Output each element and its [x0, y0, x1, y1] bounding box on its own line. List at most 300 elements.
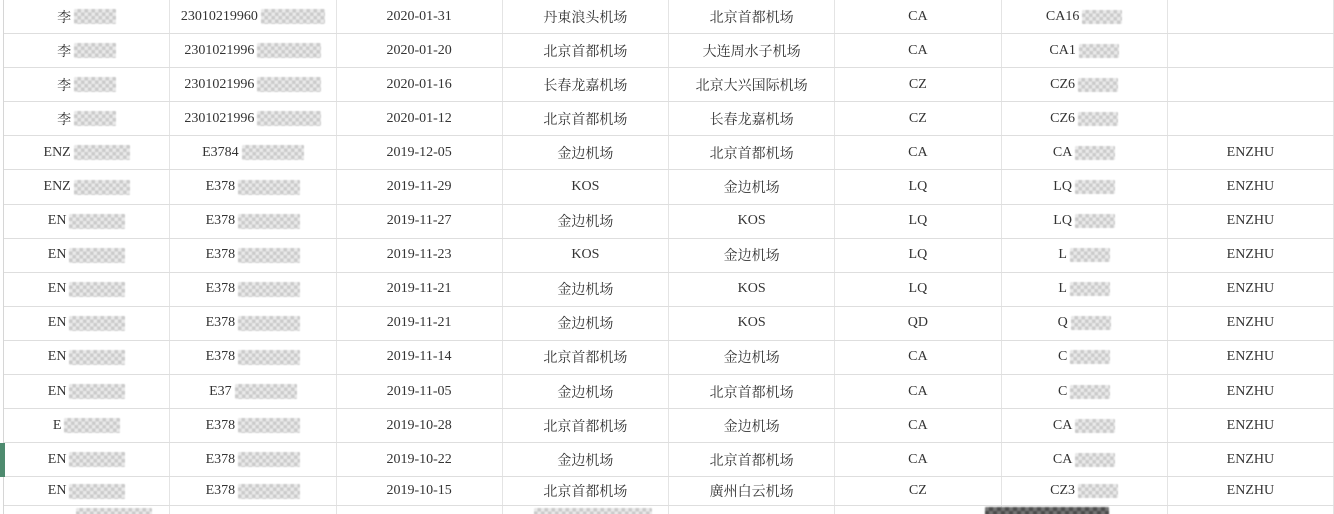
pixelated-redaction — [1078, 112, 1118, 126]
flight-records-table — [3, 0, 1334, 514]
pixelated-redaction — [1078, 78, 1118, 92]
pixelated-redaction — [69, 214, 125, 229]
departure-airport-text: 丹東浪头机场 — [543, 10, 628, 26]
table-row — [4, 375, 1334, 409]
flight-number-text: CZ6 — [1050, 76, 1076, 92]
passenger-name-text: EN — [47, 483, 67, 499]
flight-date-text: 2019-12-05 — [386, 144, 452, 160]
cell-passenger-name — [4, 409, 170, 442]
id-number-text: E378 — [205, 315, 236, 331]
cell-date — [337, 239, 503, 272]
cell-flight-number — [1002, 136, 1168, 169]
cell-passenger-code — [1168, 443, 1334, 476]
table-row-partial — [4, 506, 1334, 514]
pixelated-redaction — [1075, 180, 1115, 194]
departure-airport-text: 北京首都机场 — [543, 485, 628, 501]
flight-number-text: CA — [1052, 417, 1073, 433]
table-row — [4, 239, 1334, 273]
arrival-airport-text: 金边机场 — [723, 181, 780, 197]
departure-airport-text: 金边机场 — [557, 146, 614, 162]
cell-airline-code — [835, 443, 1001, 476]
airline-code-text: CZ — [908, 110, 927, 126]
cell-passenger-name — [4, 273, 170, 306]
passenger-name-text: 李 — [57, 112, 72, 128]
pixelated-redaction — [238, 452, 300, 467]
cell-departure-airport — [503, 477, 669, 505]
passenger-name-text: EN — [47, 247, 67, 263]
pixelated-redaction — [69, 316, 125, 331]
departure-airport-text: 北京首都机场 — [543, 112, 628, 128]
cell-departure-airport — [503, 0, 669, 33]
airline-code-text: CA — [908, 383, 928, 399]
pixelated-redaction — [1075, 453, 1115, 467]
cell-flight-number — [1002, 273, 1168, 306]
departure-airport-text: 长春龙嘉机场 — [543, 78, 628, 94]
departure-airport-text: 金边机场 — [557, 453, 614, 469]
pixelated-redaction — [74, 111, 116, 126]
pixelated-redaction — [534, 508, 652, 514]
cell-id-number — [170, 273, 336, 306]
cell-passenger-code — [1168, 0, 1334, 33]
cell-departure-airport — [503, 170, 669, 203]
id-number-text: E378 — [205, 281, 236, 297]
table-row — [4, 205, 1334, 239]
flight-date-text: 2019-11-29 — [386, 179, 452, 195]
cell-date — [337, 34, 503, 67]
pixelated-redaction — [238, 214, 300, 229]
flight-number-text: L — [1058, 247, 1067, 263]
cell-flight-number — [1002, 477, 1168, 505]
pixelated-redaction — [238, 248, 300, 263]
departure-airport-text: 金边机场 — [557, 283, 614, 299]
arrival-airport-text: KOS — [737, 315, 766, 331]
pixelated-redaction — [1078, 484, 1118, 498]
departure-airport-text: KOS — [571, 179, 600, 195]
cell-departure-airport — [503, 205, 669, 238]
cell-passenger-code — [1168, 170, 1334, 203]
pixelated-redaction — [1070, 282, 1110, 296]
pixelated-redaction — [238, 316, 300, 331]
arrival-airport-text: 北京首都机场 — [709, 146, 794, 162]
airline-code-text: LQ — [908, 179, 928, 195]
cell-departure-airport — [503, 443, 669, 476]
table-row — [4, 443, 1334, 477]
cell-passenger-code — [1168, 239, 1334, 272]
arrival-airport-text: 长春龙嘉机场 — [709, 112, 794, 128]
flight-date-text: 2019-11-27 — [386, 213, 452, 229]
flight-date-text: 2020-01-16 — [386, 76, 452, 92]
cell-flight-number — [1002, 0, 1168, 33]
cell-id-number — [170, 409, 336, 442]
cell-airline-code — [835, 341, 1001, 374]
airline-code-text: QD — [907, 315, 928, 331]
departure-airport-text: 金边机场 — [557, 317, 614, 333]
cell-id-number — [170, 34, 336, 67]
pixelated-redaction — [238, 282, 300, 297]
cell-id-number — [170, 136, 336, 169]
table-row — [4, 0, 1334, 34]
cell-departure-airport — [503, 34, 669, 67]
cell-date — [337, 341, 503, 374]
cell-flight-number — [1002, 443, 1168, 476]
cell-departure-airport — [503, 239, 669, 272]
cell-airline-code — [835, 409, 1001, 442]
passenger-code-text: ENZHU — [1226, 281, 1275, 297]
table-row — [4, 170, 1334, 204]
pixelated-redaction — [69, 484, 125, 499]
flight-date-text: 2019-10-15 — [386, 483, 452, 499]
cell-flight-number — [1002, 102, 1168, 135]
passenger-code-text: ENZHU — [1226, 383, 1275, 399]
departure-airport-text: 金边机场 — [557, 215, 614, 231]
pixelated-redaction — [74, 9, 116, 24]
cell-passenger-code — [1168, 506, 1334, 514]
cell-arrival-airport — [669, 443, 835, 476]
departure-airport-text: 金边机场 — [557, 385, 614, 401]
pixelated-redaction — [1082, 10, 1122, 24]
passenger-name-text: 李 — [57, 44, 72, 60]
flight-date-text: 2019-10-28 — [386, 417, 452, 433]
departure-airport-text: KOS — [571, 247, 600, 263]
pixelated-redaction — [1079, 44, 1119, 58]
row-marker-bar — [0, 443, 5, 477]
cell-id-number — [170, 68, 336, 101]
table-row — [4, 307, 1334, 341]
flight-date-text: 2020-01-20 — [386, 42, 452, 58]
cell-departure-airport — [503, 341, 669, 374]
arrival-airport-text: 金边机场 — [723, 419, 780, 435]
arrival-airport-text: KOS — [737, 281, 766, 297]
cell-arrival-airport — [669, 375, 835, 408]
airline-code-text: CA — [908, 349, 928, 365]
arrival-airport-text: 廣州白云机场 — [709, 485, 794, 501]
cell-arrival-airport — [669, 273, 835, 306]
cell-passenger-code — [1168, 34, 1334, 67]
pixelated-redaction — [257, 77, 321, 92]
cell-passenger-code — [1168, 205, 1334, 238]
flight-date-text: 2019-11-21 — [386, 281, 452, 297]
cell-arrival-airport — [669, 307, 835, 340]
cell-airline-code — [835, 136, 1001, 169]
cell-date — [337, 375, 503, 408]
cell-arrival-airport — [669, 409, 835, 442]
cell-arrival-airport — [669, 205, 835, 238]
pixelated-redaction — [1075, 419, 1115, 433]
passenger-name-text: EN — [47, 315, 67, 331]
cell-passenger-name — [4, 341, 170, 374]
cell-passenger-code — [1168, 341, 1334, 374]
airline-code-text: CZ — [908, 483, 927, 499]
flight-number-text: CZ3 — [1050, 483, 1076, 499]
id-number-text: E378 — [205, 213, 236, 229]
cell-departure-airport — [503, 409, 669, 442]
passenger-name-text: E — [52, 417, 62, 433]
pixelated-redaction — [1070, 350, 1110, 364]
cell-date — [337, 443, 503, 476]
pixelated-redaction — [74, 145, 130, 160]
table-row — [4, 477, 1334, 506]
airline-code-text: CA — [908, 451, 928, 467]
cell-departure-airport — [503, 68, 669, 101]
flight-number-text: LQ — [1053, 213, 1072, 229]
id-number-text: E37 — [209, 383, 232, 399]
flight-number-text: C — [1057, 383, 1068, 399]
passenger-code-text: ENZHU — [1226, 213, 1275, 229]
passenger-name-text: EN — [47, 281, 67, 297]
arrival-airport-text: 北京首都机场 — [709, 10, 794, 26]
arrival-airport-text: KOS — [737, 213, 766, 229]
cell-passenger-code — [1168, 273, 1334, 306]
pixelated-redaction — [1070, 385, 1110, 399]
flight-date-text: 2019-11-05 — [386, 383, 452, 399]
cell-arrival-airport — [669, 136, 835, 169]
airline-code-text: CA — [908, 417, 928, 433]
pixelated-redaction — [1071, 316, 1111, 330]
departure-airport-text: 北京首都机场 — [543, 44, 628, 60]
flight-number-text: CA — [1052, 451, 1073, 467]
cell-date — [337, 273, 503, 306]
flight-date-text: 2020-01-31 — [386, 8, 452, 24]
cell-arrival-airport — [669, 68, 835, 101]
passenger-name-text: ENZ — [43, 144, 71, 160]
table-row — [4, 136, 1334, 170]
id-number-text: E378 — [205, 349, 236, 365]
cell-departure-airport — [503, 375, 669, 408]
id-number-text: 2301021996 — [184, 76, 255, 92]
table-row — [4, 34, 1334, 68]
cell-date — [337, 205, 503, 238]
passenger-code-text: ENZHU — [1226, 144, 1275, 160]
passenger-name-text: 李 — [57, 10, 72, 26]
pixelated-redaction — [238, 180, 300, 195]
flight-number-text: CZ6 — [1050, 110, 1076, 126]
cell-id-number — [170, 477, 336, 505]
airline-code-text: CZ — [908, 76, 927, 92]
cell-date — [337, 409, 503, 442]
passenger-code-text: ENZHU — [1226, 451, 1275, 467]
passenger-code-text: ENZHU — [1226, 483, 1275, 499]
passenger-code-text: ENZHU — [1226, 315, 1275, 331]
cell-id-number — [170, 443, 336, 476]
flight-number-text: CA16 — [1045, 8, 1080, 24]
cell-passenger-name — [4, 443, 170, 476]
cell-arrival-airport — [669, 102, 835, 135]
cell-airline-code — [835, 273, 1001, 306]
id-number-text: E378 — [205, 483, 236, 499]
id-number-text: E3784 — [202, 144, 239, 160]
arrival-airport-text: 北京首都机场 — [709, 385, 794, 401]
flight-date-text: 2020-01-12 — [386, 110, 452, 126]
cell-flight-number — [1002, 34, 1168, 67]
cell-id-number — [170, 341, 336, 374]
passenger-name-text: 李 — [57, 78, 72, 94]
cell-date — [337, 68, 503, 101]
pixelated-redaction — [69, 248, 125, 263]
airline-code-text: LQ — [908, 247, 928, 263]
id-number-text: E378 — [205, 451, 236, 467]
pixelated-redaction — [261, 9, 325, 24]
cell-passenger-name — [4, 68, 170, 101]
cell-arrival-airport — [669, 239, 835, 272]
pixelated-redaction — [985, 507, 1109, 514]
flight-date-text: 2019-10-22 — [386, 451, 452, 467]
cell-date — [337, 477, 503, 505]
cell-passenger-code — [1168, 375, 1334, 408]
passenger-name-text: EN — [47, 383, 67, 399]
pixelated-redaction — [74, 77, 116, 92]
cell-passenger-code — [1168, 307, 1334, 340]
pixelated-redaction — [1070, 248, 1110, 262]
arrival-airport-text: 金边机场 — [723, 249, 780, 265]
cell-departure-airport — [503, 307, 669, 340]
cell-flight-number — [1002, 239, 1168, 272]
arrival-airport-text: 北京首都机场 — [709, 453, 794, 469]
flight-number-text: L — [1058, 281, 1067, 297]
cell-id-number — [170, 307, 336, 340]
flight-date-text: 2019-11-14 — [386, 349, 452, 365]
pixelated-redaction — [74, 43, 116, 58]
cell-date — [337, 307, 503, 340]
id-number-text: 2301021996 — [184, 42, 255, 58]
id-number-text: 2301021996 — [184, 110, 255, 126]
cell-flight-number — [1002, 375, 1168, 408]
cell-airline-code — [835, 102, 1001, 135]
cell-arrival-airport — [669, 506, 835, 514]
cell-airline-code — [835, 307, 1001, 340]
cell-id-number — [170, 205, 336, 238]
cell-passenger-name — [4, 170, 170, 203]
pixelated-redaction — [76, 508, 152, 514]
passenger-name-text: EN — [47, 349, 67, 365]
table-row — [4, 273, 1334, 307]
cell-passenger-code — [1168, 136, 1334, 169]
cell-airline-code — [835, 375, 1001, 408]
table-row — [4, 68, 1334, 102]
airline-code-text: LQ — [908, 213, 928, 229]
pixelated-redaction — [69, 452, 125, 467]
arrival-airport-text: 金边机场 — [723, 351, 780, 367]
pixelated-redaction — [64, 418, 120, 433]
cell-passenger-name — [4, 477, 170, 505]
passenger-name-text: EN — [47, 451, 67, 467]
pixelated-redaction — [1075, 146, 1115, 160]
airline-code-text: LQ — [908, 281, 928, 297]
arrival-airport-text: 北京大兴国际机场 — [695, 78, 808, 94]
cell-date — [337, 136, 503, 169]
cell-id-number — [170, 239, 336, 272]
airline-code-text: CA — [908, 42, 928, 58]
pixelated-redaction — [69, 350, 125, 365]
cell-airline-code — [835, 0, 1001, 33]
cell-departure-airport — [503, 102, 669, 135]
arrival-airport-text: 大连周水子机场 — [702, 44, 801, 60]
cell-id-number — [170, 506, 336, 514]
id-number-text: E378 — [205, 247, 236, 263]
pixelated-redaction — [238, 418, 300, 433]
cell-id-number — [170, 170, 336, 203]
cell-passenger-name — [4, 102, 170, 135]
cell-passenger-code — [1168, 68, 1334, 101]
cell-departure-airport — [503, 273, 669, 306]
cell-airline-code — [835, 239, 1001, 272]
passenger-name-text: ENZ — [43, 179, 71, 195]
cell-flight-number — [1002, 170, 1168, 203]
cell-airline-code — [835, 34, 1001, 67]
cell-flight-number — [1002, 205, 1168, 238]
cell-passenger-name — [4, 239, 170, 272]
cell-passenger-code — [1168, 477, 1334, 505]
cell-passenger-name — [4, 307, 170, 340]
cell-arrival-airport — [669, 34, 835, 67]
cell-id-number — [170, 102, 336, 135]
cell-date — [337, 102, 503, 135]
id-number-text: E378 — [205, 179, 236, 195]
pixelated-redaction — [242, 145, 304, 160]
passenger-code-text: ENZHU — [1226, 247, 1275, 263]
flight-number-text: Q — [1057, 315, 1068, 331]
table-body — [4, 0, 1334, 506]
cell-airline-code — [835, 205, 1001, 238]
cell-id-number — [170, 0, 336, 33]
cell-flight-number — [1002, 409, 1168, 442]
pixelated-redaction — [69, 384, 125, 399]
flight-number-text: C — [1057, 349, 1068, 365]
pixelated-redaction — [74, 180, 130, 195]
cell-passenger-code — [1168, 102, 1334, 135]
flight-number-text: CA — [1052, 144, 1073, 160]
table-row — [4, 102, 1334, 136]
cell-id-number — [170, 375, 336, 408]
passenger-code-text: ENZHU — [1226, 417, 1275, 433]
cell-arrival-airport — [669, 170, 835, 203]
pixelated-redaction — [69, 282, 125, 297]
airline-code-text: CA — [908, 8, 928, 24]
id-number-text: 23010219960 — [180, 8, 258, 24]
cell-passenger-name — [4, 34, 170, 67]
cell-date — [337, 170, 503, 203]
pixelated-redaction — [235, 384, 297, 399]
table-row — [4, 341, 1334, 375]
cell-flight-number — [1002, 307, 1168, 340]
pixelated-redaction — [257, 111, 321, 126]
cell-airline-code — [835, 506, 1001, 514]
cell-date — [337, 506, 503, 514]
cell-departure-airport — [503, 136, 669, 169]
flight-number-text: LQ — [1053, 179, 1072, 195]
cell-date — [337, 0, 503, 33]
pixelated-redaction — [238, 350, 300, 365]
cell-flight-number — [1002, 341, 1168, 374]
passenger-name-text: EN — [47, 213, 67, 229]
cell-arrival-airport — [669, 0, 835, 33]
cell-passenger-name — [4, 205, 170, 238]
departure-airport-text: 北京首都机场 — [543, 419, 628, 435]
flight-date-text: 2019-11-23 — [386, 247, 452, 263]
cell-airline-code — [835, 477, 1001, 505]
cell-passenger-name — [4, 0, 170, 33]
table-row — [4, 409, 1334, 443]
cell-arrival-airport — [669, 477, 835, 505]
pixelated-redaction — [257, 43, 321, 58]
cell-flight-number — [1002, 68, 1168, 101]
cell-airline-code — [835, 170, 1001, 203]
passenger-code-text: ENZHU — [1226, 179, 1275, 195]
cell-passenger-code — [1168, 409, 1334, 442]
pixelated-redaction — [1075, 214, 1115, 228]
pixelated-redaction — [238, 484, 300, 499]
passenger-code-text: ENZHU — [1226, 349, 1275, 365]
departure-airport-text: 北京首都机场 — [543, 351, 628, 367]
